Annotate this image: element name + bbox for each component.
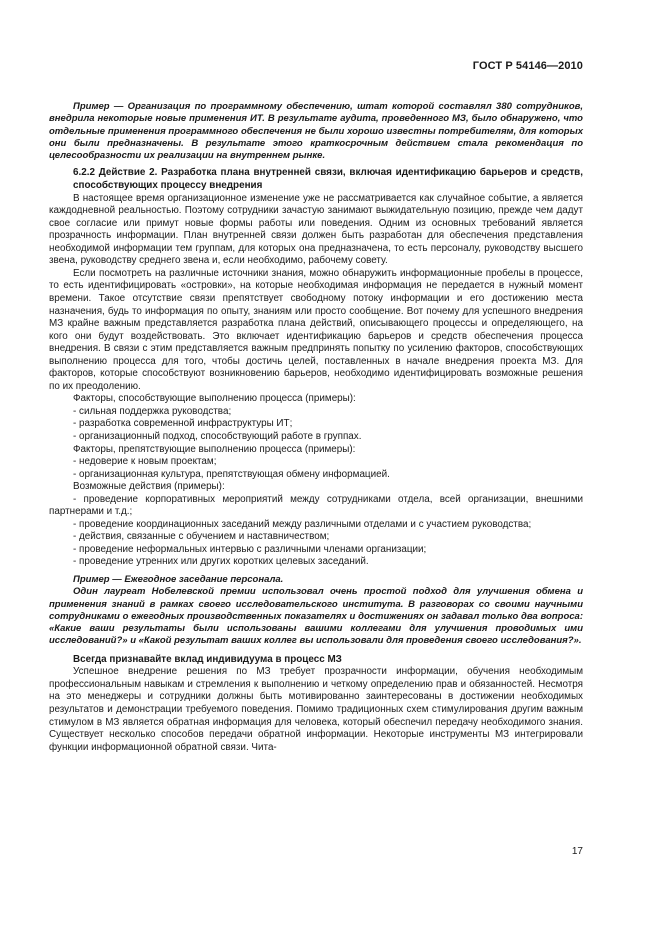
actions-title: Возможные действия (примеры): <box>73 481 225 493</box>
example-2-title: Пример — Ежегодное заседание персонала. <box>73 573 284 585</box>
document-body <box>49 101 583 754</box>
example-2: Один лауреат Нобелевской премии использовал очень простой подход для улучшения обмена и применения знаний в рамках своего исследовательского института. В разговорах со своими научными сотрудниками о ежегодных производственных показателях и достижениях он задавал только два вопроса: «Какие ваши результаты были использованы вашими коллегами для улучшения проводимых ими исследований?» и «Какой результат ваших коллег вы использовали для проведения своего исследования?». <box>49 586 583 647</box>
paragraph-3: Успешное внедрение решения по МЗ требует прозрачности информации, обучения необходимым профессиональным навыкам и стремления к выполнению и четкому определению прав и обязанностей. Несмотря на это менеджеры и сотрудники должны быть мотивированно заинтересованы в достижении необходимых результатов и демонстрации требуемого поведения. Помимо традиционных схем стимулирования другим важным стимулом в МЗ является обратная информация для человека, который обеспечил передачу необходимого знания. Существует несколько способов передачи обратной информации. Некоторые инструменты МЗ интегрировали функции информационной обратной связи. Чита- <box>49 666 583 753</box>
list-item: - организационный подход, способствующий работе в группах. <box>73 430 362 442</box>
list-item: - проведение утренних или других коротких целевых заседаний. <box>73 556 369 568</box>
factors-support-title: Факторы, способствующие выполнению процесса (примеры): <box>73 393 356 405</box>
list-item: - проведение неформальных интервью с различными членами организации; <box>73 543 427 555</box>
standard-code: ГОСТ Р 54146—2010 <box>472 60 583 72</box>
section-heading: 6.2.2 Действие 2. Разработка плана внутренней связи, включая идентификацию барьеров и средств, способствующих процессу внедрения <box>73 167 583 192</box>
paragraph-1: В настоящее время организационное изменение уже не рассматривается как случайное событие, а является каждодневной реальностью. Поэтому сотрудники зачастую занимают выжидательную позицию, прежде чем дадут свое согласие или примут новые формы работы или поведения. Одним из основных требований является прозрачность информации. План внутренней связи должен быть разработан для обеспечения представления необходимой информации тем группам, для которых она предназначена, то есть персоналу, руководству высшего звена, руководству среднего звена и, если необходимо, рабочему совету. <box>49 192 583 267</box>
list-item: - проведение координационных заседаний между различными отделами и с участием руководства; <box>73 518 532 530</box>
list-item: - недоверие к новым проектам; <box>73 456 217 468</box>
list-item: - действия, связанные с обучением и наставничеством; <box>73 531 330 543</box>
list-item: - сильная поддержка руководства; <box>73 405 232 417</box>
list-item: - разработка современной инфраструктуры ИТ; <box>73 418 293 430</box>
list-item: - организационная культура, препятствующая обмену информацией. <box>73 468 390 480</box>
page-number: 17 <box>571 846 583 857</box>
paragraph-2: Если посмотреть на различные источники знания, можно обнаружить информационные пробелы в процессе, то есть идентифицировать «островки», на которые необходимая информация не передается в нужный момент времени. Такое отсутствие связи препятствует свободному потоку информации и его достижению места назначения, будь то информация по опыту, знаниям или просто сообщение. Вот почему для успешного внедрения МЗ крайне важным представляется разработка плана действий, описывающего процессы и определяющего, на кого они будут воздействовать. Это включает идентификацию барьеров и средств обеспечения процесса внедрения. В связи с этим представляется важным предпринять попытку по усилению факторов, способствующих выполнению процесса для того, чтобы достичь целей, поставленных в начале внедрения проекта МЗ. Для факторов, которые способствуют возникновению барьеров, необходимо идентифицировать возможные решения по их преодолению. <box>49 267 583 392</box>
example-1: Пример — Организация по программному обеспечению, штат которой составлял 380 сотрудников, внедрила некоторые новые применения ИТ. В результате аудита, проведенного МЗ, было обнаружено, что отдельные применения программного обеспечения не были хорошо известны потребителям, для которых они были предназначены. В результате этого краткосрочным действием стала рекомендация по целесообразности их реализации на внутреннем рынке. <box>49 101 583 162</box>
list-item: - проведение корпоративных мероприятий между сотрудниками отдела, всей организации, внешними партнерами и т.д.; <box>49 493 583 518</box>
subheading: Всегда признавайте вклад индивидуума в процесс МЗ <box>73 653 342 665</box>
factors-hinder-title: Факторы, препятствующие выполнению процесса (примеры): <box>73 443 356 455</box>
